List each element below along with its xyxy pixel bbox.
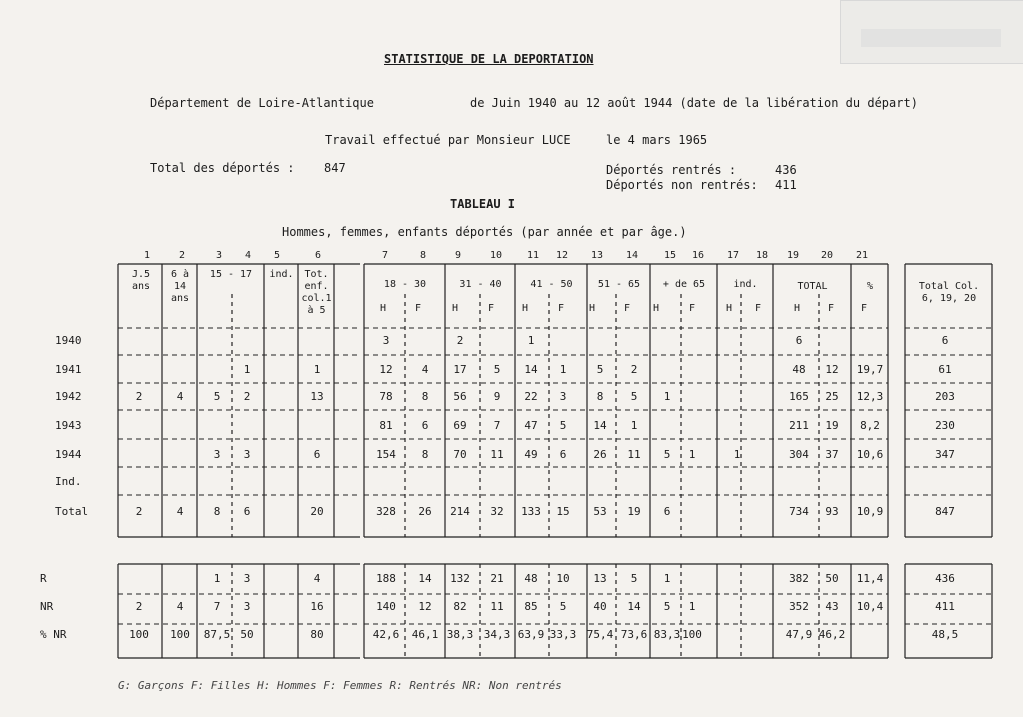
non-rentres-label: Déportés non rentrés: (606, 178, 758, 192)
subheader-f: F (557, 303, 565, 314)
column-number: 6 (314, 250, 322, 261)
column-number: 4 (244, 250, 252, 261)
subheader-f: F (414, 303, 422, 314)
table-cell-2: 11 (490, 600, 504, 613)
table-cell: 32 (490, 505, 504, 518)
table-cell: 1 (243, 363, 251, 376)
table-cell: 8,2 (860, 419, 880, 432)
table-cell-2: 10,4 (856, 600, 884, 613)
column-number: 8 (419, 250, 427, 261)
column-number: 17 (726, 250, 740, 261)
table-cell: 304 (789, 448, 809, 461)
total-value: 847 (324, 161, 346, 175)
table-cell: 2 (456, 334, 464, 347)
table-cell: 5 (559, 419, 567, 432)
table-cell-2: 100 (129, 628, 149, 641)
table-cell: 78 (379, 390, 393, 403)
table-cell: 1 (527, 334, 535, 347)
table-cell: 211 (789, 419, 809, 432)
row-label: 1944 (55, 448, 82, 461)
header-41-50: 41 - 50 (530, 279, 573, 290)
column-number: 1 (143, 250, 151, 261)
column-number: 5 (273, 250, 281, 261)
row-label: 1940 (55, 334, 82, 347)
table-cell: 1 (630, 419, 638, 432)
table-cell-2: 63,9 (517, 628, 545, 641)
table-cell-2: 85 (524, 600, 538, 613)
table-cell: 49 (524, 448, 538, 461)
total-label: Total des déportés : (150, 161, 295, 175)
table-cell-2: 2 (135, 600, 143, 613)
row-label: 1941 (55, 363, 82, 376)
table-cell: 14 (524, 363, 538, 376)
table-cell-2: 43 (825, 600, 839, 613)
table-cell: 8 (213, 505, 221, 518)
table-cell: 47 (524, 419, 538, 432)
table-cell: 14 (593, 419, 607, 432)
table-cell-2: 83,3 (653, 628, 681, 641)
table-cell: 12 (825, 363, 839, 376)
table-cell: 6 (795, 334, 803, 347)
table-cell: 133 (521, 505, 541, 518)
table-cell: 230 (935, 419, 955, 432)
table-cell: 3 (382, 334, 390, 347)
page-title: STATISTIQUE DE LA DEPORTATION (384, 52, 594, 66)
row-label: Ind. (55, 475, 82, 488)
table-cell-2: 382 (789, 572, 809, 585)
table-cell-2: 411 (935, 600, 955, 613)
non-rentres-value: 411 (775, 178, 797, 192)
author-line: Travail effectué par Monsieur LUCE (325, 133, 571, 147)
header-total: TOTAL (797, 281, 828, 292)
table-cell-2: 3 (243, 572, 251, 585)
table-cell: 10,9 (856, 505, 884, 518)
table-cell: 6 (559, 448, 567, 461)
table-cell: 37 (825, 448, 839, 461)
column-number: 18 (755, 250, 769, 261)
table-cell: 4 (421, 363, 429, 376)
column-number: 21 (855, 250, 869, 261)
table-cell: 734 (789, 505, 809, 518)
column-number: 9 (454, 250, 462, 261)
table-cell: 8 (421, 390, 429, 403)
table-cell-2: 73,6 (620, 628, 648, 641)
table-cell-2: 12 (418, 600, 432, 613)
table-cell: 13 (310, 390, 324, 403)
column-number: 2 (178, 250, 186, 261)
column-number: 19 (786, 250, 800, 261)
table-cell: 48 (792, 363, 806, 376)
table-cell: 5 (493, 363, 501, 376)
table-cell: 5 (596, 363, 604, 376)
header-ind-adults: ind. (733, 279, 758, 290)
table-cell: 11 (627, 448, 641, 461)
table-cell: 5 (663, 448, 671, 461)
column-number: 7 (381, 250, 389, 261)
column-number: 12 (555, 250, 569, 261)
table-cell-2: 16 (310, 600, 324, 613)
row-label-2: R (40, 572, 47, 585)
table-cell: 3 (243, 448, 251, 461)
table-cell: 4 (176, 505, 184, 518)
subheader-h: H (588, 303, 596, 314)
table-cell-2: 75,4 (586, 628, 614, 641)
column-number: 16 (691, 250, 705, 261)
table-cell-2: 33,3 (549, 628, 577, 641)
table-cell-2: 140 (376, 600, 396, 613)
row-label: Total (55, 505, 89, 518)
table-cell-2: 47,9 (785, 628, 813, 641)
table-cell: 11 (490, 448, 504, 461)
row-label: 1943 (55, 419, 82, 432)
table-title: TABLEAU I (450, 197, 516, 211)
header-51-65: 51 - 65 (597, 279, 641, 290)
header-plus-65: + de 65 (662, 279, 706, 290)
table-cell: 4 (176, 390, 184, 403)
table-cell: 19 (825, 419, 839, 432)
period: de Juin 1940 au 12 août 1944 (date de la libération du départ) (470, 96, 918, 110)
table-cell: 1 (663, 390, 671, 403)
table-cell-2: 1 (213, 572, 221, 585)
table-cell-2: 42,6 (372, 628, 400, 641)
rentres-value: 436 (775, 163, 797, 177)
departement: Département de Loire-Atlantique (150, 96, 374, 110)
column-number: 14 (625, 250, 639, 261)
table-cell: 61 (938, 363, 952, 376)
row-label-2: NR (40, 600, 54, 613)
table-cell: 6 (941, 334, 949, 347)
table-cell-2: 13 (593, 572, 607, 585)
table-cell: 3 (559, 390, 567, 403)
header-18-30: 18 - 30 (383, 279, 427, 290)
table-cell-2: 5 (663, 600, 671, 613)
table-cell-2: 50 (240, 628, 254, 641)
table-cell-2: 50 (825, 572, 839, 585)
table-cell-2: 436 (935, 572, 955, 585)
header-total-col: Total Col. 6, 19, 20 (918, 281, 980, 304)
table-cell-2: 100 (170, 628, 190, 641)
table-cell-2: 82 (453, 600, 467, 613)
table-cell-2: 5 (630, 572, 638, 585)
column-number: 13 (590, 250, 604, 261)
column-number: 20 (820, 250, 834, 261)
subheader-f: F (827, 303, 835, 314)
table-cell-2: 352 (789, 600, 809, 613)
table-cell: 25 (825, 390, 839, 403)
footer-legend: G: Garçons F: Filles H: Hommes F: Femmes R: Rentrés NR: Non rentrés (118, 679, 562, 692)
table-cell: 1 (688, 448, 696, 461)
table-cell-2: 46,2 (818, 628, 846, 641)
table-cell: 17 (453, 363, 467, 376)
subheader-h: H (379, 303, 387, 314)
subheader-h: H (521, 303, 529, 314)
table-cell: 70 (453, 448, 467, 461)
column-number: 3 (215, 250, 223, 261)
table-cell: 2 (135, 505, 143, 518)
table-cell: 165 (789, 390, 809, 403)
subheader-f: F (623, 303, 631, 314)
table-cell: 6 (313, 448, 321, 461)
table-subtitle: Hommes, femmes, enfants déportés (par année et par âge.) (282, 225, 687, 239)
date: le 4 mars 1965 (606, 133, 708, 147)
table-cell: 69 (453, 419, 467, 432)
header-percent: % (866, 281, 874, 292)
table-cell: 12 (379, 363, 393, 376)
table-cell: 8 (421, 448, 429, 461)
table-cell-2: 21 (490, 572, 504, 585)
header-tot-enf: Tot. enf. col.1 à 5 (301, 269, 332, 316)
table-cell: 3 (213, 448, 221, 461)
row-label-2: % NR (40, 628, 67, 641)
table-cell-2: 132 (450, 572, 470, 585)
table-cell: 2 (630, 363, 638, 376)
table-cell: 20 (310, 505, 324, 518)
column-number: 15 (663, 250, 677, 261)
table-cell: 19,7 (856, 363, 884, 376)
subheader-f: F (688, 303, 696, 314)
subheader-f: F (860, 303, 868, 314)
table-cell-2: 38,3 (446, 628, 474, 641)
table-cell: 10,6 (856, 448, 884, 461)
table-cell-2: 100 (682, 628, 702, 641)
table-cell: 15 (556, 505, 570, 518)
table-cell-2: 48 (524, 572, 538, 585)
rentres-label: Déportés rentrés : (606, 163, 737, 177)
table-cell: 1 (733, 448, 741, 461)
subheader-h: H (725, 303, 733, 314)
table-cell: 1 (313, 363, 321, 376)
header-j5: J.5 ans (131, 269, 151, 292)
table-cell-2: 1 (663, 572, 671, 585)
table-cell-2: 5 (559, 600, 567, 613)
column-number: 11 (526, 250, 540, 261)
table-cell: 5 (213, 390, 221, 403)
table-cell: 6 (421, 419, 429, 432)
table-cell-2: 40 (593, 600, 607, 613)
table-cell: 214 (450, 505, 470, 518)
subheader-h: H (793, 303, 801, 314)
table-cell: 328 (376, 505, 396, 518)
table-cell: 19 (627, 505, 641, 518)
header-ind: ind. (269, 269, 294, 280)
table-cell: 1 (559, 363, 567, 376)
table-cell-2: 3 (243, 600, 251, 613)
table-cell: 53 (593, 505, 607, 518)
column-number: 10 (489, 250, 503, 261)
table-cell: 26 (418, 505, 432, 518)
header-31-40: 31 - 40 (459, 279, 502, 290)
table-cell-2: 7 (213, 600, 221, 613)
header-6-14: 6 à 14 ans (170, 269, 190, 304)
table-cell-2: 80 (310, 628, 324, 641)
table-cell: 81 (379, 419, 393, 432)
table-cell-2: 14 (418, 572, 432, 585)
subheader-h: H (652, 303, 660, 314)
table-cell: 8 (596, 390, 604, 403)
table-cell-2: 1 (688, 600, 696, 613)
subheader-f: F (754, 303, 762, 314)
header-15-17: 15 - 17 (209, 269, 253, 280)
table-cell: 12,3 (856, 390, 884, 403)
table-cell: 203 (935, 390, 955, 403)
table-cell-2: 48,5 (931, 628, 959, 641)
table-cell: 93 (825, 505, 839, 518)
table-cell-2: 4 (176, 600, 184, 613)
subheader-h: H (451, 303, 459, 314)
table-cell-2: 46,1 (411, 628, 439, 641)
table-cell: 9 (493, 390, 501, 403)
table-cell: 6 (663, 505, 671, 518)
table-cell-2: 188 (376, 572, 396, 585)
table-cell: 26 (593, 448, 607, 461)
table-cell: 2 (243, 390, 251, 403)
table-cell-2: 14 (627, 600, 641, 613)
table-cell-2: 34,3 (483, 628, 511, 641)
table-cell-2: 4 (313, 572, 321, 585)
subheader-f: F (487, 303, 495, 314)
table-cell: 347 (935, 448, 955, 461)
table-cell: 847 (935, 505, 955, 518)
table-cell: 22 (524, 390, 538, 403)
table-cell-2: 87,5 (203, 628, 231, 641)
table-cell: 5 (630, 390, 638, 403)
table-cell: 56 (453, 390, 467, 403)
table-cell: 154 (376, 448, 396, 461)
table-cell: 6 (243, 505, 251, 518)
table-cell-2: 10 (556, 572, 570, 585)
row-label: 1942 (55, 390, 82, 403)
table-cell: 2 (135, 390, 143, 403)
table-cell: 7 (493, 419, 501, 432)
table-cell-2: 11,4 (856, 572, 884, 585)
